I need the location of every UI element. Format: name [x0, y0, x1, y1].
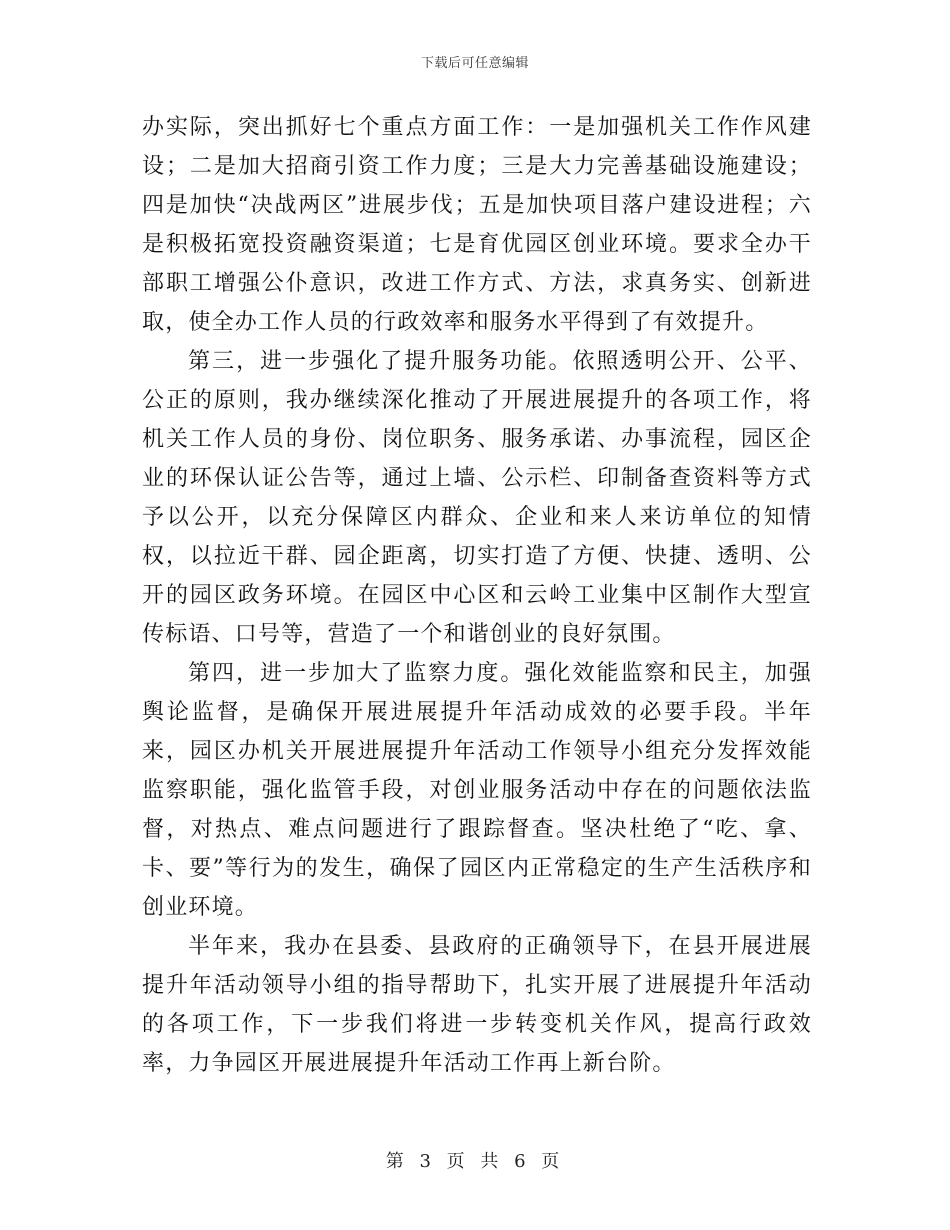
paragraph-fourth-point: 第四，进一步加大了监察力度。强化效能监察和民主，加强舆论监督，是确保开展进展提升年活动成效的必要手段。半年来，园区办机关开展进展提升年活动工作领导小组充分发挥效能监察职能，强化监管手段，对创业服务活动中存在的问题依法监督，对热点、难点问题进行了跟踪督查。坚决杜绝了“吃、拿、卡、要”等行为的发生，确保了园区内正常稳定的生产生活秩序和创业环境。 [142, 661, 812, 920]
paragraph-third-point: 第三，进一步强化了提升服务功能。依照透明公开、公平、公正的原则，我办继续深化推动了开展进展提升的各项工作，将机关工作人员的身份、岗位职务、服务承诺、办事流程，园区企业的环保认证公告等，通过上墙、公示栏、印制备查资料等方式予以公开，以充分保障区内群众、企业和来人来访单位的知情权，以拉近干群、园企距离，切实打造了方便、快捷、透明、公开的园区政务环境。在园区中心区和云岭工业集中区制作大型宣传标语、口号等，营造了一个和谐创业的良好氛围。 [142, 349, 812, 647]
page-number-footer: 第 3 页 共 6 页 [385, 1151, 565, 1172]
page-header: 下载后可任意编辑 [420, 56, 529, 71]
document-body [142, 108, 812, 1083]
paragraph-conclusion: 半年来，我办在县委、县政府的正确领导下，在县开展进展提升年活动领导小组的指导帮助下，扎实开展了进展提升年活动的各项工作，下一步我们将进一步转变机关作风，提高行政效率，力争园区开展进展提升年活动工作再上新台阶。 [142, 934, 812, 1076]
paragraph-continuation: 办实际，突出抓好七个重点方面工作：一是加强机关工作作风建设；二是加大招商引资工作力度；三是大力完善基础设施建设；四是加快“决战两区”进展步伐；五是加快项目落户建设进程；六是积极拓宽投资融资渠道；七是育优园区创业环境。要求全办干部职工增强公仆意识，改进工作方式、方法，求真务实、创新进取，使全办工作人员的行政效率和服务水平得到了有效提升。 [142, 115, 812, 335]
